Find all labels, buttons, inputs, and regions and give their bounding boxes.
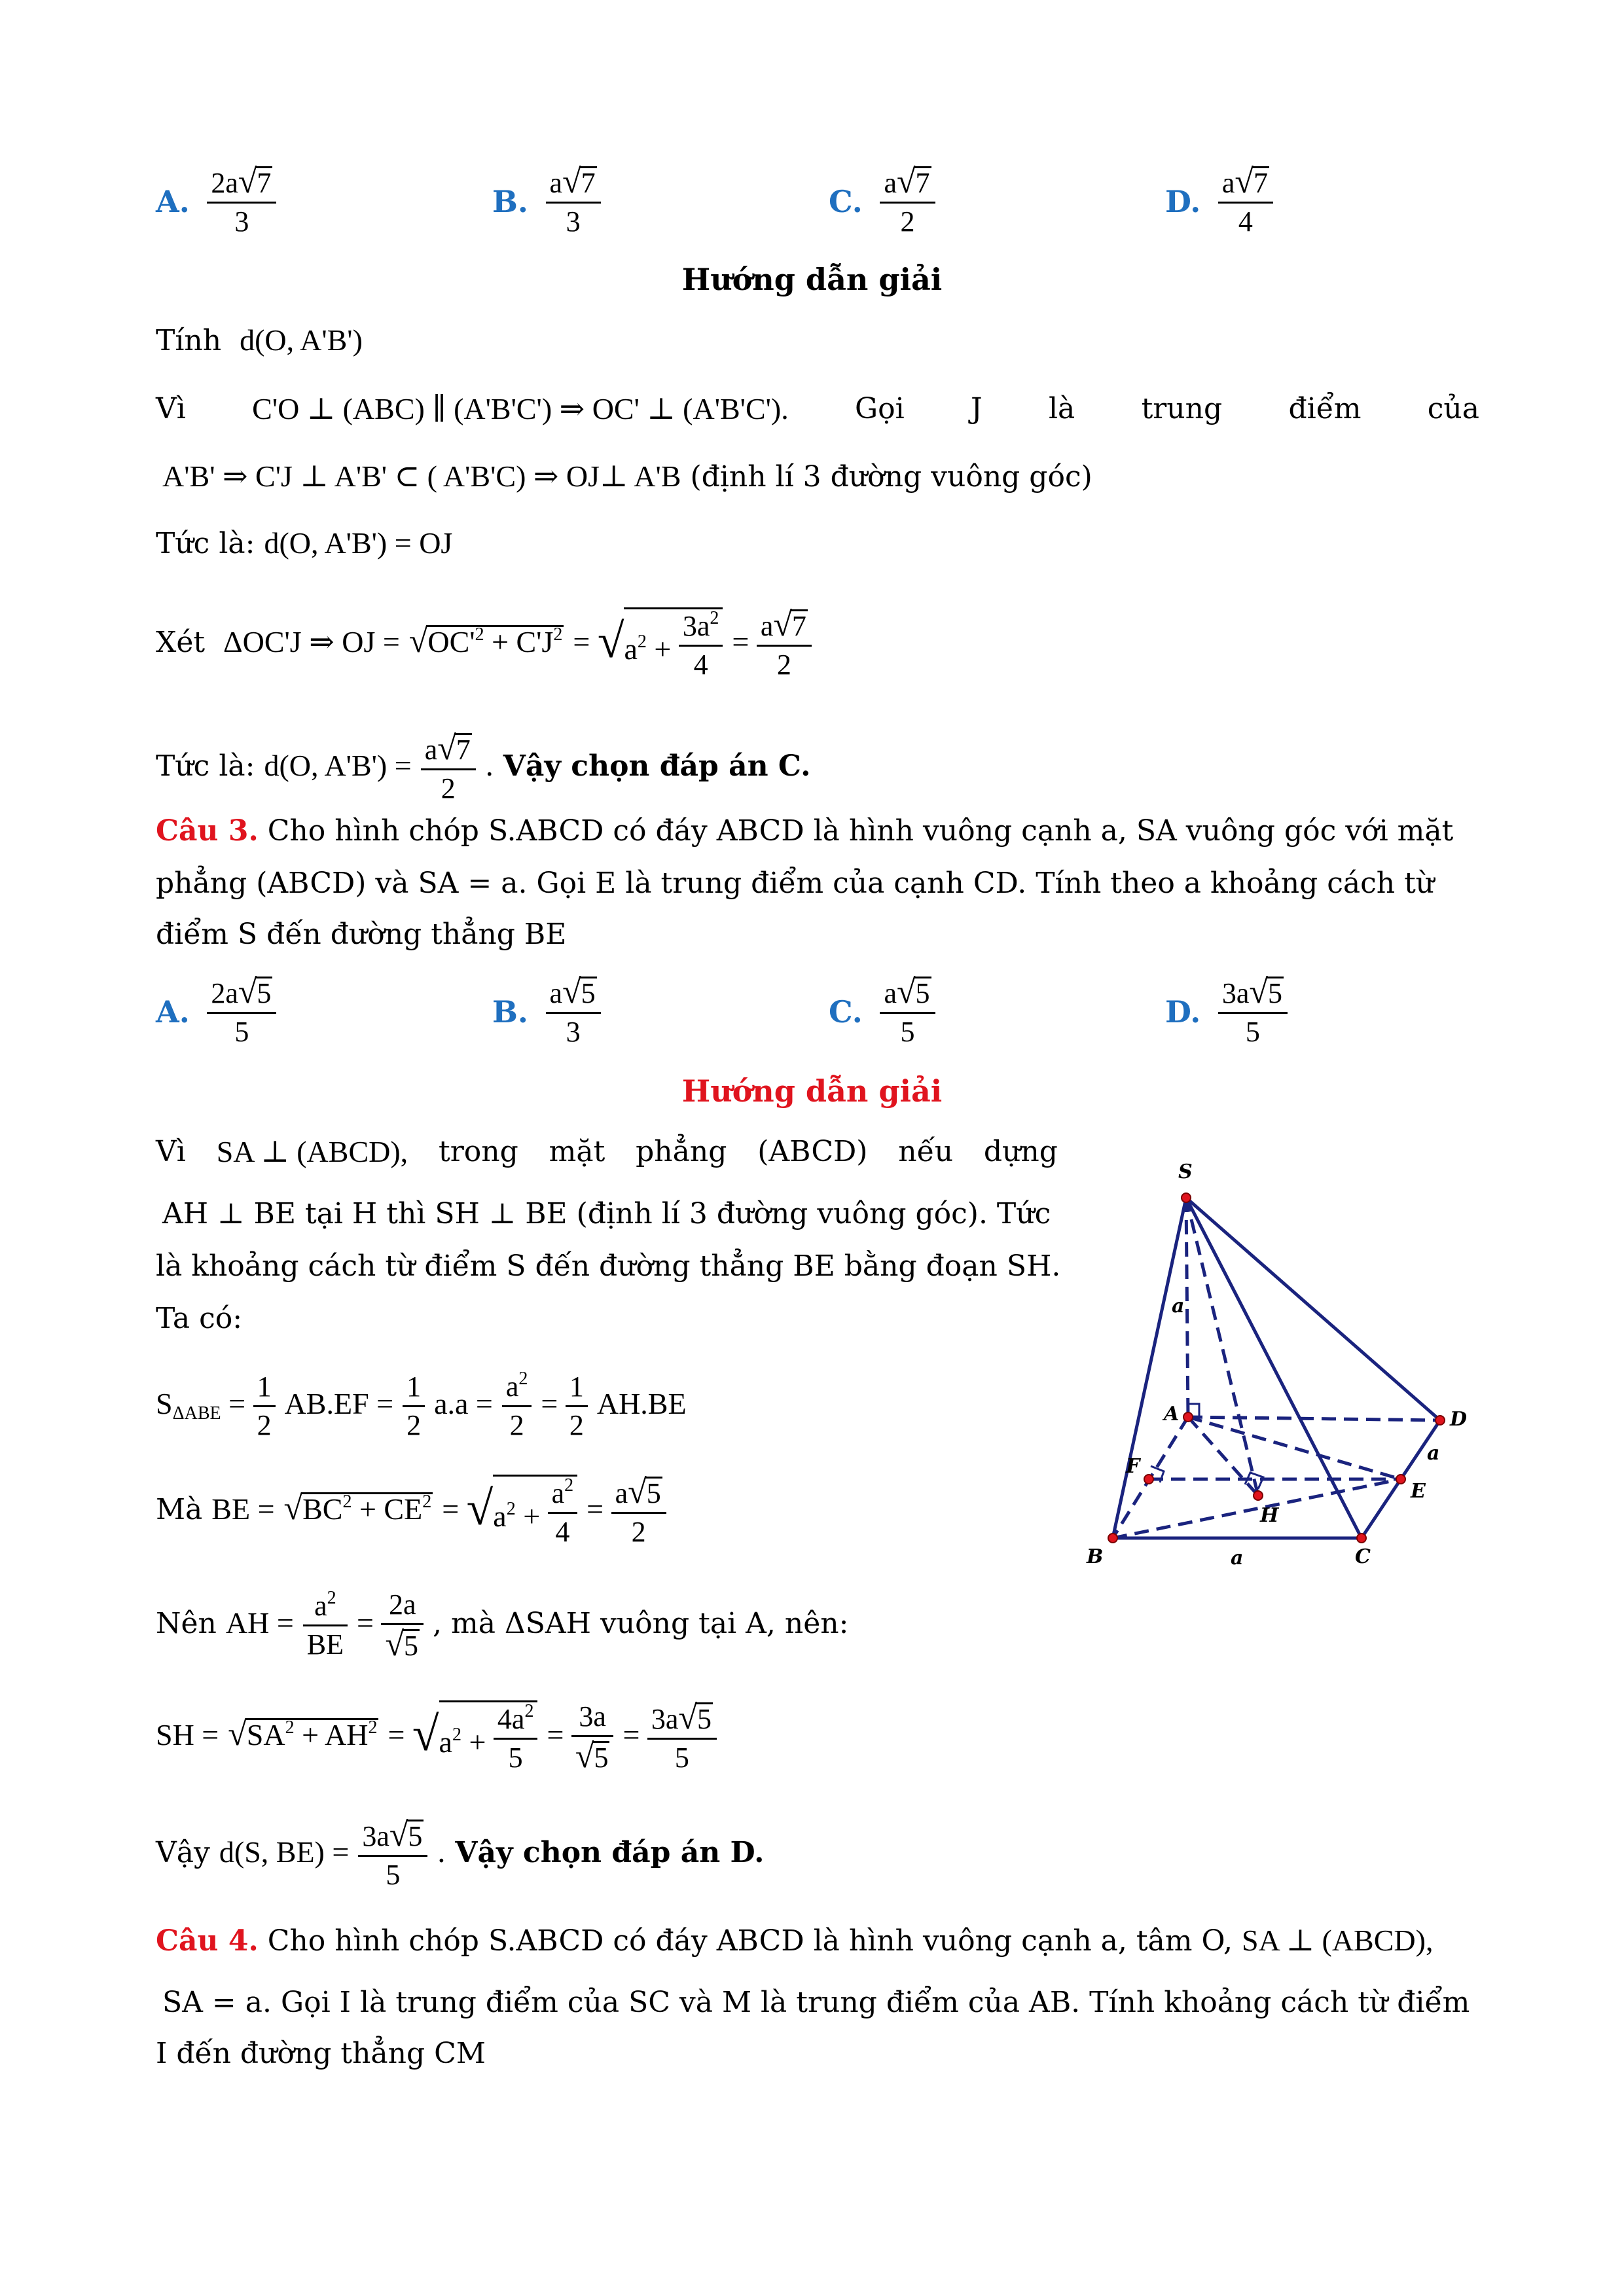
q3-be-formula: Mà BE = $√BC^2 + CE^2 = √a^2$ + $\frac{a^2}{4}$ = $\frac{a√5}{2}$ bbox=[156, 1460, 666, 1558]
q2-option-d[interactable]: D. $\frac{a√7}{4}$ bbox=[1165, 164, 1273, 239]
q2-sol-line2: Vì C'O ⊥ (ABC) ∥ (A'B'C') ⇒ OC' ⊥ (A'B'C'). Gọi J là trung điểm của bbox=[156, 392, 1479, 425]
point-h bbox=[1254, 1491, 1263, 1500]
q3-conclusion: Vậy d(S, BE) = $\frac{3a√5}{5}$ . Vậy chọn đáp án D. bbox=[156, 1816, 765, 1891]
q3-option-d[interactable]: D. $\frac{3a√5}{5}$ bbox=[1165, 974, 1288, 1049]
q3-option-a[interactable]: A. $\frac{2a√5}{5}$ bbox=[156, 974, 276, 1049]
q2-sol-line6: Tức là: d(O, A'B') = $\frac{a√7}{2}$ . Vậy chọn đáp án C. bbox=[156, 730, 811, 804]
q3-sh-formula: SH = $√SA^2 + AH^2 = √a^2$ + $\frac{4a^2}{5}$ = $\frac{3a}{√5}$ = $\frac{3a√5}{5}$ bbox=[156, 1685, 717, 1784]
edge-sb bbox=[1113, 1198, 1186, 1538]
point-c bbox=[1357, 1534, 1366, 1543]
q3-sol-line4: Ta có: bbox=[156, 1302, 243, 1335]
edge-sc bbox=[1186, 1198, 1362, 1538]
q2-option-b[interactable]: B. $\frac{a√7}{3}$ bbox=[492, 164, 601, 239]
label-h: H bbox=[1260, 1504, 1279, 1527]
point-s bbox=[1182, 1193, 1191, 1202]
segment-ah bbox=[1188, 1417, 1258, 1496]
label-f: F bbox=[1126, 1455, 1140, 1478]
edge-ad bbox=[1188, 1417, 1440, 1420]
q3-sol-line2: AH ⊥ BE tại H thì SH ⊥ BE (định lí 3 đường vuông góc). Tức bbox=[162, 1197, 1051, 1230]
label-bc-a: a bbox=[1231, 1547, 1244, 1570]
q2-sol-line3: A'B' ⇒ C'J ⊥ A'B' ⊂ ( A'B'C) ⇒ OJ⊥ A'B (định lí 3 đường vuông góc) bbox=[162, 459, 1092, 493]
q3-option-b[interactable]: B. $\frac{a√5}{3}$ bbox=[492, 974, 601, 1049]
q3-option-c[interactable]: C. $\frac{a√5}{5}$ bbox=[829, 974, 935, 1049]
label-d: D bbox=[1450, 1408, 1468, 1431]
label-cd-a: a bbox=[1427, 1442, 1440, 1465]
q3-statement-line2: phẳng (ABCD) và SA = a. Gọi E là trung điểm của cạnh CD. Tính theo a khoảng cách từ bbox=[156, 867, 1435, 900]
q2-sol-line1: Tính d(O, A'B') bbox=[156, 323, 363, 357]
edge-sd bbox=[1186, 1198, 1440, 1420]
label-a: A bbox=[1164, 1403, 1180, 1426]
point-b bbox=[1108, 1534, 1117, 1543]
segment-sh bbox=[1186, 1198, 1258, 1496]
label-c: C bbox=[1355, 1545, 1371, 1568]
q3-sol-line3: là khoảng cách từ điểm S đến đường thẳng BE bằng đoạn SH. bbox=[156, 1249, 1061, 1283]
label-e: E bbox=[1411, 1480, 1426, 1503]
q3-statement-line1: Câu 3. Cho hình chóp S.ABCD có đáy ABCD là hình vuông cạnh a, SA vuông góc với mặt bbox=[156, 814, 1454, 848]
point-f bbox=[1144, 1475, 1153, 1484]
q2-option-a[interactable]: A. $\frac{2a√7}{3}$ bbox=[156, 164, 276, 239]
label-s: S bbox=[1178, 1160, 1193, 1183]
label-sa-a: a bbox=[1172, 1295, 1185, 1318]
q2-solution-heading: Hướng dẫn giải bbox=[681, 262, 943, 297]
q4-statement-line2: SA = a. Gọi I là trung điểm của SC và M là trung điểm của AB. Tính khoảng cách từ điểm bbox=[162, 1986, 1470, 2019]
pyramid-figure bbox=[1074, 1152, 1519, 1584]
point-e bbox=[1396, 1475, 1405, 1484]
q3-solution-heading: Hướng dẫn giải bbox=[681, 1073, 943, 1109]
label-b: B bbox=[1087, 1545, 1104, 1568]
q3-statement-line3: điểm S đến đường thẳng BE bbox=[156, 918, 567, 951]
q4-statement-line3: I đến đường thẳng CM bbox=[156, 2037, 486, 2070]
q2-sol-line5: Xét ΔOC'J ⇒ OJ = $√OC'^2 + C'J^2 = √a^2$ + $\frac{3a^2}{4}$ = $\frac{a√7}{2}$ bbox=[156, 592, 812, 691]
point-d bbox=[1435, 1416, 1445, 1425]
q2-option-c[interactable]: C. $\frac{a√7}{2}$ bbox=[829, 164, 935, 239]
q4-statement-line1: Câu 4. Cho hình chóp S.ABCD có đáy ABCD là hình vuông cạnh a, tâm O, SA ⊥ (ABCD), bbox=[156, 1924, 1434, 1958]
q3-sol-line1: Vì SA ⊥ (ABCD), trong mặt phẳng (ABCD) nếu dựng bbox=[156, 1135, 1058, 1168]
segment-ae bbox=[1188, 1417, 1401, 1479]
point-a bbox=[1183, 1412, 1193, 1422]
q3-area-formula: $S_{\Delta ABE}$ = $\frac{1}{2}$ AB.EF = $\frac{1}{2}$ a.a = $\frac{a^2}{2}$ = $\frac{1}{2}$ AH.BE bbox=[156, 1369, 687, 1441]
edge-sa bbox=[1186, 1198, 1188, 1417]
q3-ah-formula: Nên AH = $\frac{a^2}{BE}$ = $\frac{2a}{√5}$ , mà ΔSAH vuông tại A, nên: bbox=[156, 1588, 849, 1663]
q2-sol-line4: Tức là: d(O, A'B') = OJ bbox=[156, 526, 453, 560]
